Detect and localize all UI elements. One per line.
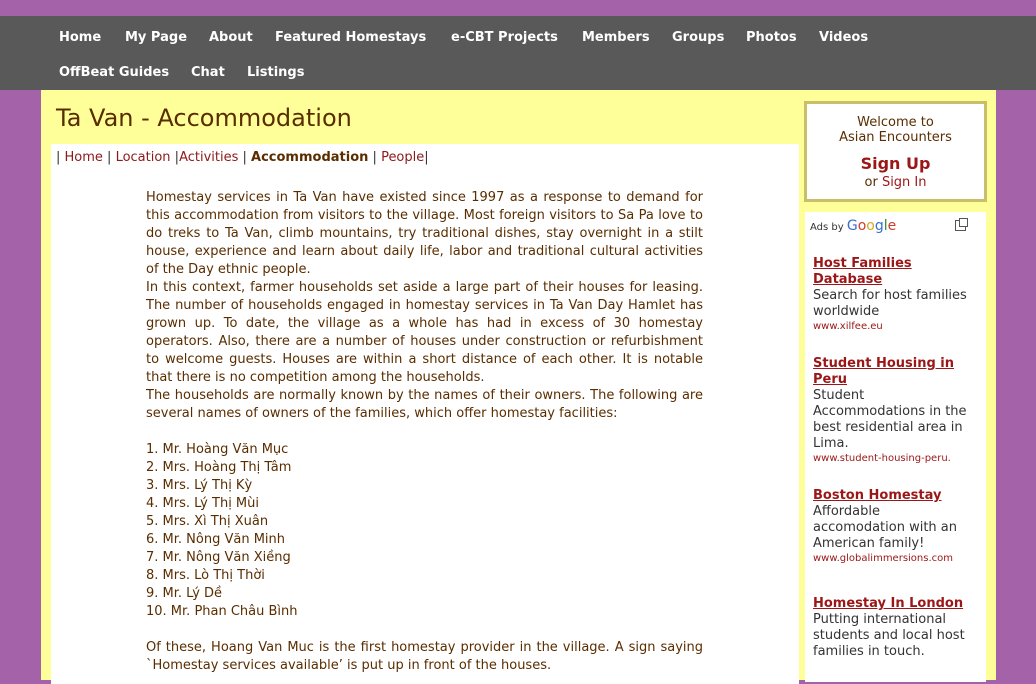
ad-url-link[interactable]: www.globalimmersions.com — [813, 553, 954, 564]
breadcrumb-separator: | — [102, 150, 116, 165]
ad-item — [813, 488, 968, 566]
nav-photos[interactable]: Photos — [746, 30, 797, 45]
nav-groups[interactable]: Groups — [672, 30, 725, 45]
owners-list-item: 8. Mrs. Lò Thị Thời — [146, 568, 265, 583]
article-paragraph: Homestay services in Ta Van have existed since 1997 as a response to demand for this accommodation from visitors to the village. Most foreign visitors to Sa Pa love to do treks to Ta Van, climb mountains, try traditional dishes, stay overnight in a stilt house, experience and learn about daily life, labor and traditional cultural activities of the Day ethnic people. — [146, 190, 703, 277]
article-paragraph: Of these, Hoang Van Muc is the first homestay provider in the village. A sign saying `Homestay services available’ is put up in front of the houses. — [146, 640, 703, 673]
ad-description: Student Accommodations in the best residential area in Lima. — [813, 388, 967, 451]
owners-list-item: 2. Mrs. Hoàng Thị Tâm — [146, 460, 292, 475]
nav-my-page[interactable]: My Page — [125, 30, 188, 45]
ad-url-link[interactable]: www.xilfee.eu — [813, 321, 883, 332]
nav-home[interactable]: Home — [59, 30, 102, 45]
article-paragraph: In this context, farmer households set aside a large part of their houses for leasing. The number of households engaged in homestay services in Ta Van Day Hamlet has grown up. To date, the village as a whole has had in excess of 30 homestay operators. Also, there are a number of houses under construction or refurbishment to welcome guests. Houses are within a short distance of each other. It is notable that there is no competition among the households. — [146, 280, 703, 385]
ad-description: Affordable accomodation with an American family! — [813, 504, 958, 551]
owners-list-item: 6. Mr. Nông Văn Minh — [146, 532, 286, 547]
google-logo-letter: e — [887, 218, 897, 234]
page-container — [41, 90, 996, 680]
google-logo-letter: o — [857, 218, 867, 234]
breadcrumb-separator: | — [368, 150, 382, 165]
breadcrumb-home-link[interactable]: Home — [64, 150, 103, 165]
ad-item — [813, 256, 968, 334]
nav-offbeat-guides[interactable]: OffBeat Guides — [59, 65, 170, 80]
breadcrumb-current-accommodation: Accommodation — [251, 150, 369, 165]
breadcrumb-people-link[interactable]: People — [381, 150, 425, 165]
breadcrumb-activities-link[interactable]: Activities — [179, 150, 239, 165]
ad-item — [813, 356, 968, 466]
breadcrumb — [56, 150, 429, 165]
google-logo-letter: l — [883, 218, 888, 234]
welcome-line: Welcome to — [857, 115, 934, 130]
owners-list-item: 9. Mr. Lý Dề — [146, 586, 223, 601]
nav-about[interactable]: About — [209, 30, 253, 45]
content-area — [51, 144, 799, 684]
ad-description: Putting international students and local host families in touch. — [813, 612, 965, 659]
owners-list-item: 4. Mrs. Lý Thị Mùi — [146, 496, 260, 511]
sign-in-line — [807, 175, 984, 190]
breadcrumb-separator: | — [56, 150, 65, 165]
or-text: or — [864, 175, 882, 190]
page-title: Ta Van - Accommodation — [56, 104, 352, 132]
nav-members[interactable]: Members — [582, 30, 650, 45]
ad-title-link[interactable]: Student Housing in Peru — [813, 356, 955, 387]
welcome-message — [807, 115, 984, 145]
google-logo-letter: g — [874, 218, 884, 234]
main-nav — [0, 16, 1036, 90]
ad-title-link[interactable]: Host Families Database — [813, 256, 912, 287]
ad-title-link[interactable]: Homestay In London — [813, 596, 964, 611]
ads-by-label: Ads by — [810, 222, 847, 233]
google-logo — [847, 218, 896, 234]
google-logo-letter: G — [846, 218, 858, 234]
nav-videos[interactable]: Videos — [819, 30, 869, 45]
owners-list-item: 1. Mr. Hoàng Văn Mục — [146, 442, 289, 457]
nav-listings[interactable]: Listings — [247, 65, 305, 80]
owners-list — [146, 441, 703, 621]
google-logo-letter: o — [866, 218, 875, 234]
article-paragraph: The households are normally known by the names of their owners. The following are several names of owners of the families, which offer homestay facilities: — [146, 388, 703, 421]
top-strip — [0, 0, 1036, 16]
owners-list-item: 10. Mr. Phan Châu Bình — [146, 604, 298, 619]
ad-item — [813, 596, 968, 660]
ad-description: Search for host families worldwide — [813, 288, 967, 319]
owners-list-item: 5. Mrs. Xì Thị Xuân — [146, 514, 269, 529]
breadcrumb-location-link[interactable]: Location — [115, 150, 171, 165]
sign-up-link[interactable]: Sign Up — [860, 154, 931, 173]
ad-title-link[interactable]: Boston Homestay — [813, 488, 942, 503]
ads-by-google-header[interactable] — [810, 218, 896, 234]
nav-ecbt-projects[interactable]: e-CBT Projects — [451, 30, 558, 45]
ad-url-link[interactable]: www.student-housing-peru. — [813, 453, 951, 464]
ads-panel — [805, 212, 986, 682]
sign-in-link[interactable]: Sign In — [881, 175, 927, 190]
breadcrumb-separator: | — [170, 150, 180, 165]
breadcrumb-separator: | — [424, 150, 429, 165]
article-body — [146, 189, 703, 675]
ad-choices-icon[interactable] — [955, 220, 966, 231]
nav-featured-homestays[interactable]: Featured Homestays — [275, 30, 427, 45]
owners-list-item: 7. Mr. Nông Văn Xiềng — [146, 550, 291, 565]
welcome-box — [804, 101, 987, 202]
owners-list-item: 3. Mrs. Lý Thị Kỳ — [146, 478, 253, 493]
nav-chat[interactable]: Chat — [191, 65, 225, 80]
breadcrumb-separator: | — [238, 150, 252, 165]
site-name: Asian Encounters — [839, 130, 952, 145]
